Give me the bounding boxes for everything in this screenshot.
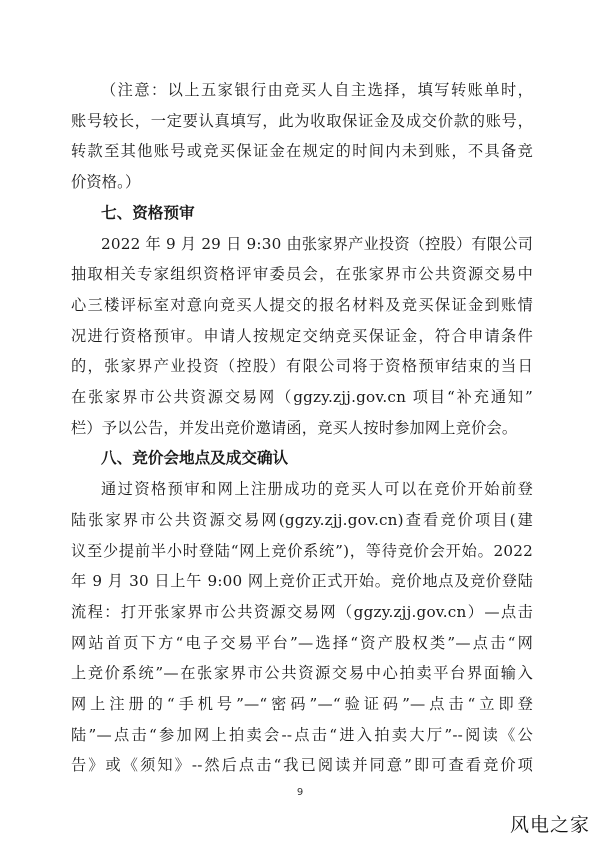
note-line-2: 账号较长，一定要认真填写，此为收取保证金及成交价款的账号， [71, 112, 533, 130]
note-line-4: 价资格。） [71, 173, 141, 191]
section-8-line-9: 陆”—点击“参加网上拍卖会--点击“进入拍卖大厅”--阅读《公 [71, 726, 533, 744]
section-8-line-8: 网上注册的“手机号”—“密码”—“验证码”—点击“立即登 [71, 695, 533, 713]
note-line-1: （注意：以上五家银行由竞买人自主选择，填写转账单时， [101, 81, 533, 99]
section-7-line-4: 况进行资格预审。申请人按规定交纳竞买保证金，符合申请条件 [71, 327, 533, 345]
section-8-line-6: 网站首页下方“电子交易平台”—选择“资产股权类”—点击“网 [71, 634, 533, 652]
section-7-line-5: 的，张家界产业投资（控股）有限公司将于资格预审结束的当日 [71, 357, 533, 375]
section-7-heading: 七、资格预审 [101, 204, 195, 222]
section-8-line-7: 上竞价系统”—在张家界市公共资源交易中心拍卖平台界面输入 [71, 664, 533, 682]
note-line-3: 转款至其他账号或竞买保证金在规定的时间内未到账，不具备竞 [71, 142, 533, 160]
section-8-line-1: 通过资格预审和网上注册成功的竞买人可以在竞价开始前登 [101, 480, 533, 498]
section-7-line-1: 2022 年 9 月 29 日 9:30 由张家界产业投资（控股）有限公司 [101, 235, 533, 253]
section-7-line-2: 抽取相关专家组织资格评审委员会，在张家界市公共资源交易中 [71, 265, 533, 283]
section-8-line-5: 流程：打开张家界市公共资源交易网（ggzy.zjj.gov.cn）—点击 [71, 603, 533, 621]
section-8-line-2: 陆张家界市公共资源交易网(ggzy.zjj.gov.cn)查看竞价项目(建 [71, 511, 533, 529]
section-8-line-4: 年 9 月 30 日上午 9:00 网上竞价正式开始。竞价地点及竞价登陆 [71, 572, 533, 590]
section-7-line-7: 栏）予以公告，并发出竞价邀请函，竞买人按时参加网上竞价会。 [71, 419, 518, 437]
section-8-line-3: 议至少提前半小时登陆“网上竞价系统”)，等待竞价会开始。2022 [71, 542, 533, 560]
section-7-line-6: 在张家界市公共资源交易网（ggzy.zjj.gov.cn 项目“补充通知” [71, 388, 533, 406]
page-number: 9 [296, 787, 304, 798]
section-7-line-3: 心三楼评标室对意向竞买人提交的报名材料及竞买保证金到账情 [71, 296, 533, 314]
section-8-heading: 八、竞价会地点及成交确认 [101, 449, 289, 467]
watermark-logo: 风电之家 [509, 814, 590, 836]
section-8-line-10: 告》或《须知》--然后点击“我已阅读并同意”即可查看竞价项 [71, 756, 533, 774]
